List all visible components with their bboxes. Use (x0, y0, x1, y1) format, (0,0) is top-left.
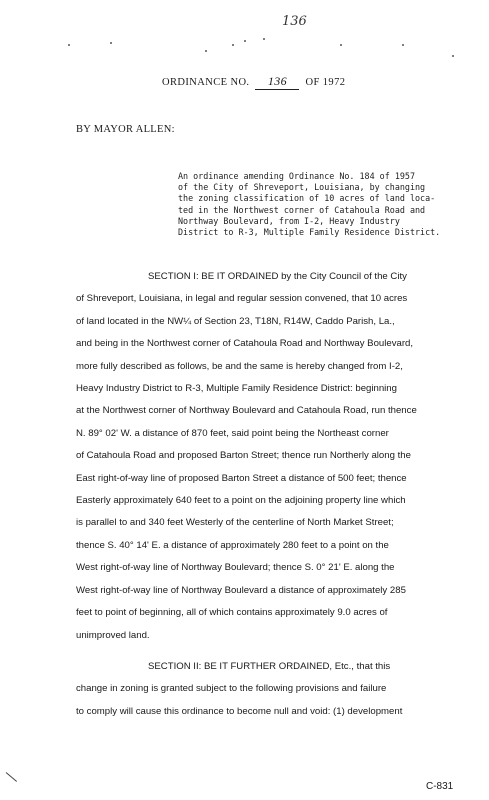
section-1-line: of Catahoula Road and proposed Barton Street; thence run Northerly along the (76, 450, 411, 462)
scan-speck (110, 42, 112, 44)
scan-speck (68, 44, 70, 46)
ordinance-label: ORDINANCE NO. (162, 77, 250, 88)
section-1-line: Heavy Industry District to R-3, Multiple Family Residence District: beginning (76, 383, 397, 395)
section-1-line: more fully described as follows, be and the same is hereby changed from I-2, (76, 360, 403, 372)
section-1-line: is parallel to and 340 feet Westerly of the centerline of North Market Street; (76, 517, 394, 529)
scan-speck (205, 50, 207, 52)
handwritten-page-number: 136 (282, 14, 307, 29)
ordinance-year: OF 1972 (305, 77, 346, 88)
abstract-line: the zoning classification of 10 acres of land loca- (178, 193, 436, 204)
section-1-line: of land located in the NW¼ of Section 23, T18N, R14W, Caddo Parish, La., (76, 315, 395, 327)
scan-speck (232, 44, 234, 46)
section-2-line: to comply will cause this ordinance to become null and void: (1) development (76, 705, 403, 717)
section-1-line: feet to point of beginning, all of which contains approximately 9.0 acres of (76, 607, 388, 619)
section-1-line: and being in the Northwest corner of Catahoula Road and Northway Boulevard, (76, 338, 414, 350)
section-1 (76, 266, 468, 647)
scan-speck (402, 44, 404, 46)
abstract-line: Northway Boulevard, from I-2, Heavy Industry (178, 215, 400, 226)
section-2 (76, 656, 468, 723)
abstract-line: District to R-3, Multiple Family Residence District. (178, 227, 441, 238)
scan-speck (244, 40, 246, 42)
section-2-line: SECTION II: BE IT FURTHER ORDAINED, Etc., that this (148, 661, 391, 672)
section-1-line: SECTION I: BE IT ORDAINED by the City Council of the City (148, 271, 407, 282)
abstract-line: ted in the Northwest corner of Catahoula Road and (178, 204, 426, 215)
section-1-line: of Shreveport, Louisiana, in legal and regular session convened, that 10 acres (76, 293, 408, 305)
page-code: C-831 (426, 781, 454, 792)
section-1-line: N. 89° 02' W. a distance of 870 feet, said point being the Northeast corner (76, 427, 389, 439)
scan-speck (263, 38, 265, 40)
ordinance-number: 136 (255, 74, 299, 90)
section-1-line: East right-of-way line of proposed Barton Street a distance of 500 feet; thence (76, 472, 407, 484)
section-2-line: change in zoning is granted subject to the following provisions and failure (76, 683, 387, 695)
corner-mark (6, 772, 17, 782)
section-1-line: at the Northwest corner of Northway Boulevard and Catahoula Road, run thence (76, 405, 417, 417)
ordinance-abstract (178, 171, 441, 238)
section-1-line: Easterly approximately 640 feet to a point on the adjoining property line which (76, 495, 406, 507)
section-1-line: unimproved land. (76, 629, 150, 641)
section-1-line: thence S. 40° 14' E. a distance of approximately 280 feet to a point on the (76, 539, 389, 551)
abstract-line: An ordinance amending Ordinance No. 184 of 1957 (178, 171, 415, 181)
abstract-line: of the City of Shreveport, Louisiana, by changing (178, 182, 426, 193)
author-line: BY MAYOR ALLEN: (76, 124, 175, 135)
section-1-line: West right-of-way line of Northway Boulevard; thence S. 0° 21' E. along the (76, 562, 395, 574)
section-1-line: West right-of-way line of Northway Boulevard a distance of approximately 285 (76, 584, 406, 596)
scan-speck (452, 55, 454, 57)
scan-speck (340, 44, 342, 46)
ordinance-title (162, 74, 345, 90)
